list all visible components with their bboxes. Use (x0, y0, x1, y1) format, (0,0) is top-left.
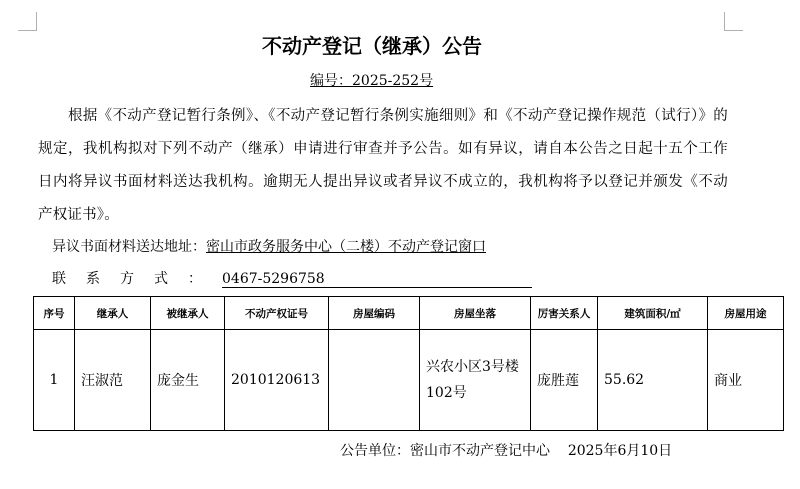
cell-decedent: 庞金生 (151, 330, 225, 431)
cell-house-location: 兴农小区3号楼102号 (420, 330, 531, 431)
header-house-use: 房屋用途 (708, 297, 784, 330)
cell-house-code (329, 330, 420, 431)
footer-date: 2025年6月10日 (567, 443, 673, 459)
header-index: 序号 (34, 297, 75, 330)
cell-house-use: 商业 (708, 330, 784, 431)
cell-certificate-no: 2010120613 (225, 330, 329, 431)
header-house-location: 房屋坐落 (420, 297, 531, 330)
header-floor-area: 建筑面积/㎡ (598, 297, 708, 330)
address-value: 密山市政务服务中心（二楼）不动产登记窗口 (206, 239, 486, 255)
header-interested-party: 厉害关系人 (531, 297, 598, 330)
header-decedent: 被继承人 (151, 297, 225, 330)
contact-info (52, 268, 532, 288)
page-corner-mark-right (724, 12, 743, 31)
table-header-row (34, 297, 784, 330)
footer-unit-label: 公告单位： (340, 443, 410, 459)
table-row (34, 330, 784, 431)
property-table (33, 296, 784, 431)
header-house-code: 房屋编码 (329, 297, 420, 330)
contact-label: 联系方式： (52, 271, 222, 287)
announcement-body: 根据《不动产登记暂行条例》、《不动产登记暂行条例实施细则》和《不动产登记操作规范（试行）》的规定，我机构拟对下列不动产（继承）申请进行审查并予公告。如有异议，请自本公告之日起十五个工作日内将异议书面材料送达我机构。逾期无人提出异议或者异议不成立的，我机构将予以登记并颁发《不动产权证书》。 (38, 108, 728, 223)
cell-index: 1 (34, 330, 75, 431)
objection-address (52, 236, 486, 256)
page-corner-mark-left (18, 12, 37, 31)
document-number: 编号：2025-252号 (310, 73, 434, 89)
header-certificate-no: 不动产权证号 (225, 297, 329, 330)
announcement-footer (340, 440, 672, 460)
address-label: 异议书面材料送达地址： (52, 239, 206, 255)
cell-heir: 汪淑范 (75, 330, 151, 431)
footer-unit: 密山市不动产登记中心 (410, 443, 550, 459)
contact-phone: 0467-5296758 (222, 271, 532, 288)
header-heir: 继承人 (75, 297, 151, 330)
cell-floor-area: 55.62 (598, 330, 708, 431)
announcement-title: 不动产登记（继承）公告 (262, 34, 482, 58)
cell-interested-party: 庞胜莲 (531, 330, 598, 431)
